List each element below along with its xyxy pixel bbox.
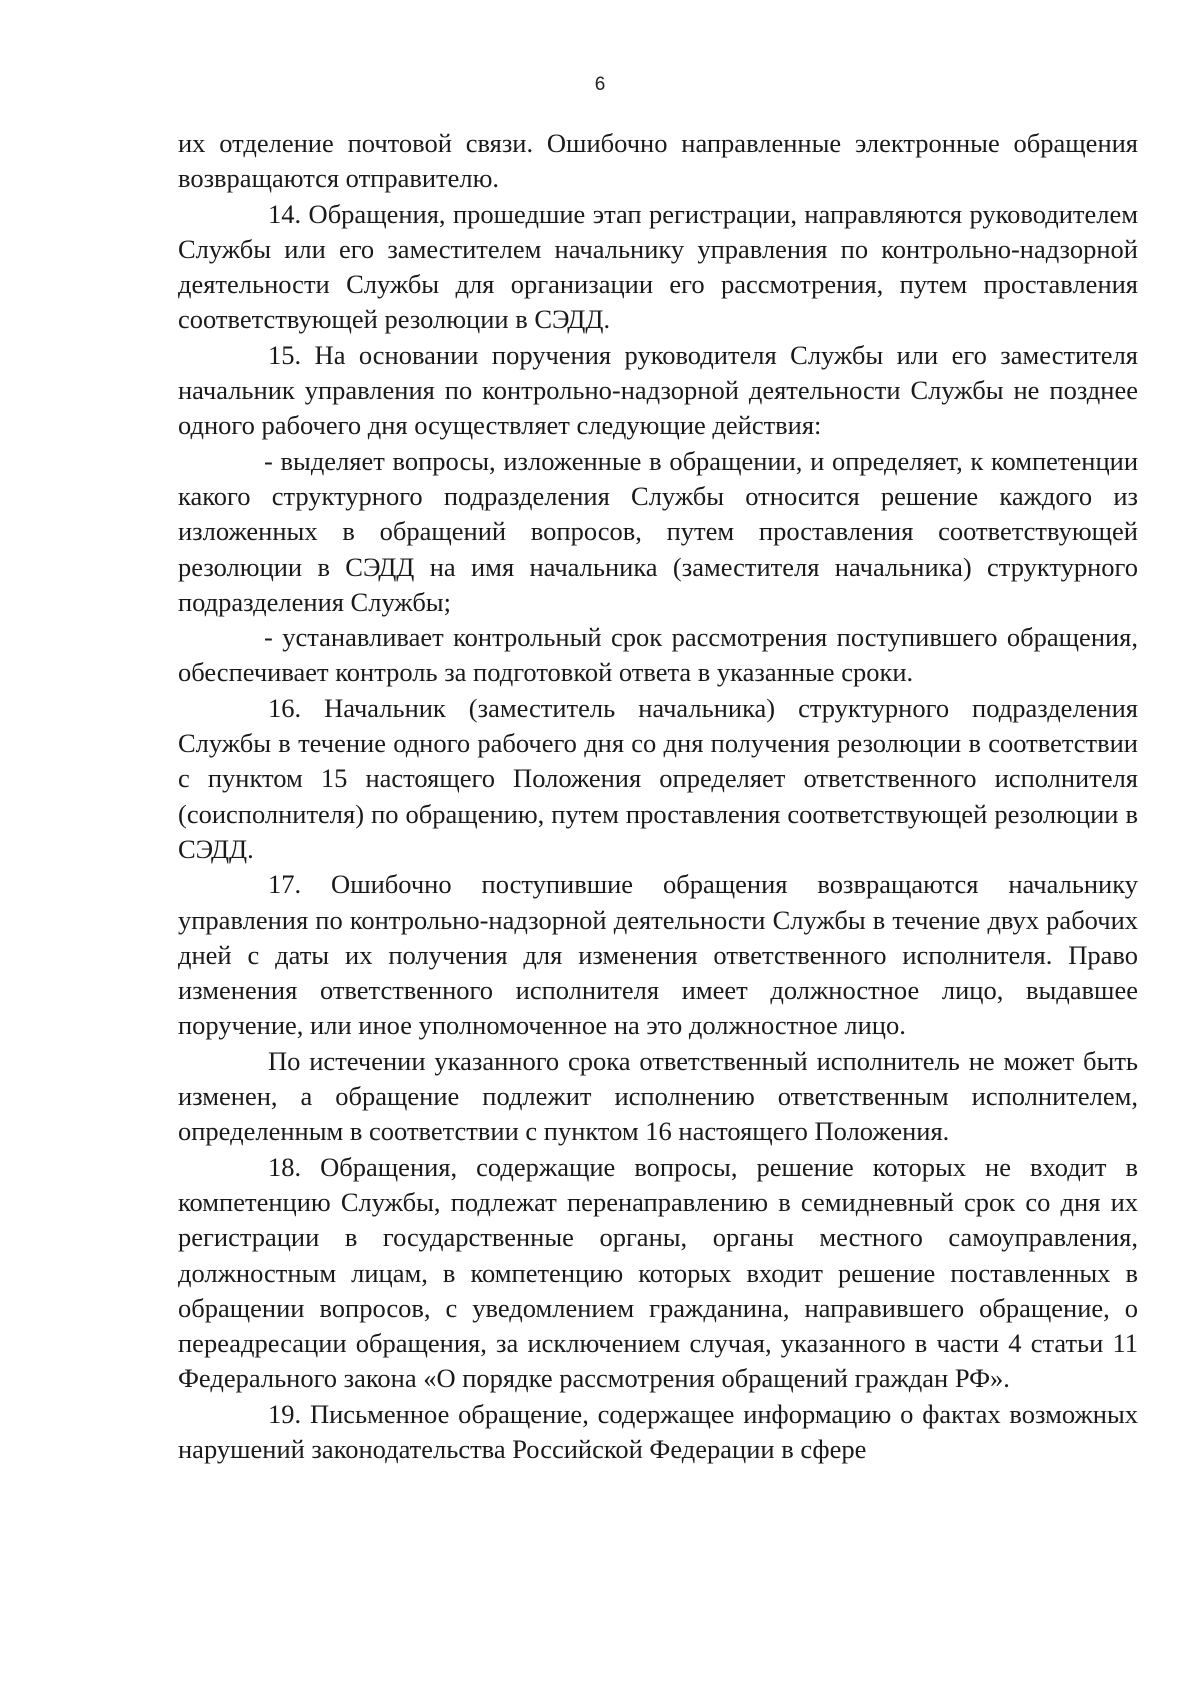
- paragraph-continuation: их отделение почтовой связи. Ошибочно направленные электронные обращения возвращаются отправителю.: [178, 128, 1138, 194]
- paragraph-item-15-bullet-1: - выделяет вопросы, изложенные в обращении, и определяет, к компетенции какого структурного подразделения Службы относится решение каждого из изложенных в обращений вопросов, путем проставления соответствующей резолюции в СЭДД на имя начальника (заместителя начальника) структурного подразделения Службы;: [178, 445, 1138, 617]
- paragraph-item-16: 16. Начальник (заместитель начальника) структурного подразделения Службы в течение одного рабочего дня со дня получения резолюции в соответствии с пунктом 15 настоящего Положения определяет ответственного исполнителя (соисполнителя) по обращению, путем проставления соответствующей резолюции в СЭДД.: [178, 692, 1138, 864]
- paragraph-item-19: 19. Письменное обращение, содержащее информацию о фактах возможных нарушений законодательства Российской Федерации в сфере: [178, 1398, 1138, 1464]
- paragraph-item-17-continued: По истечении указанного срока ответственный исполнитель не может быть изменен, а обращение подлежит исполнению ответственным исполнителем, определенным в соответствии с пунктом 16 настоящего Положения.: [178, 1045, 1138, 1147]
- paragraph-item-17: 17. Ошибочно поступившие обращения возвращаются начальнику управления по контрольно-надзорной деятельности Службы в течение двух рабочих дней с даты их получения для изменения ответственного исполнителя. Право изменения ответственного исполнителя имеет должностное лицо, выдавшее поручение, или иное уполномоченное на это должностное лицо.: [178, 869, 1138, 1041]
- paragraph-item-18: 18. Обращения, содержащие вопросы, решение которых не входит в компетенцию Службы, подлежат перенаправлению в семидневный срок со дня их регистрации в государственные органы, органы местного самоуправления, должностным лицам, в компетенцию которых входит решение поставленных в обращении вопросов, с уведомлением гражданина, направившего обращение, о переадресации обращения, за исключением случая, указанного в части 4 статьи 11 Федерального закона «О порядке рассмотрения обращений граждан РФ».: [178, 1151, 1138, 1394]
- page-number: 6: [594, 74, 606, 95]
- paragraph-item-14: 14. Обращения, прошедшие этап регистрации, направляются руководителем Службы или его заместителем начальнику управления по контрольно-надзорной деятельности Службы для организации его рассмотрения, путем проставления соответствующей резолюции в СЭДД.: [178, 198, 1138, 335]
- paragraph-item-15: 15. На основании поручения руководителя Службы или его заместителя начальник управления по контрольно-надзорной деятельности Службы не позднее одного рабочего дня осуществляет следующие действия:: [178, 339, 1138, 441]
- paragraph-item-15-bullet-2: - устанавливает контрольный срок рассмотрения поступившего обращения, обеспечивает контроль за подготовкой ответа в указанные сроки.: [178, 622, 1138, 688]
- document-body: [178, 126, 1138, 1467]
